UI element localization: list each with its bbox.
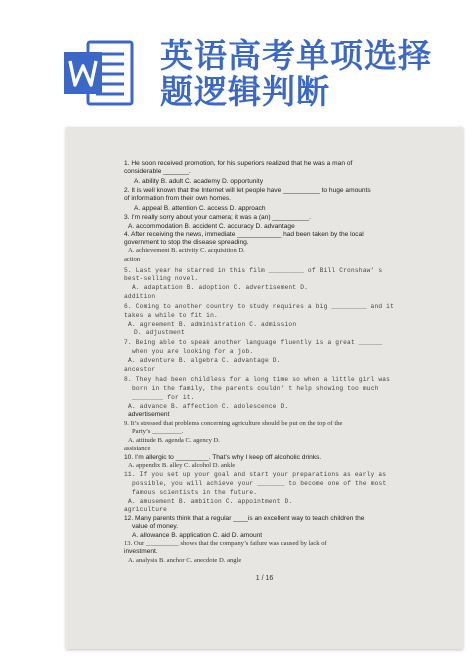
q11-options: A. amusement B. ambition C. appointment D. — [128, 498, 293, 505]
q7-line-1: 7. Being able to speak another language fluently is a great ______ — [124, 339, 383, 346]
q5-options: A. adaptation B. adoption C. advertisement D. — [132, 284, 309, 291]
q8-options-cont: advertisement — [128, 411, 170, 418]
q11-options-cont: agriculture — [124, 506, 168, 513]
q7-options-cont: ancestor — [124, 366, 156, 373]
q2-line-1: 2. It is well known that the Internet will let people have __________ to huge amounts — [124, 187, 371, 194]
q2-options: A. appeal B. attention C. access D. approach — [134, 205, 266, 212]
q4-line-1: 4. After receiving the news, immediate ____________ had been taken by the local — [124, 231, 364, 238]
q5-options-cont: addition — [124, 293, 156, 300]
page-number: 1 / 16 — [255, 575, 274, 582]
q11-line-2: possible, you will achieve your _______ to become one of the most — [132, 480, 387, 487]
q8-line-1: 8. They had been childless for a long time so when a little girl was — [124, 376, 391, 383]
q9-options-cont: assistance — [124, 445, 151, 452]
q11-line-1: 11. If you set up your goal and start your preparations as early as — [124, 471, 387, 478]
q6-line-1: 6. Coming to another country to study requires a big _________ and it — [124, 303, 395, 310]
q12-options: A. allowance B. application C. aid D. amount — [132, 532, 263, 539]
q5-line-2: best-selling novel. — [124, 275, 199, 282]
q9-line-1: 9. It’s stressed that problems concerning agriculture should be put on the top of the — [124, 420, 343, 427]
q12-line-2: value of money. — [132, 523, 179, 530]
page-title-line-2: 题逻辑判断 — [160, 72, 330, 111]
q5-line-1: 5. Last year he starred in this film _________ of Bill Cronshaw’ s — [124, 267, 383, 274]
q9-line-2: Party’s _________. — [132, 428, 184, 435]
q7-line-2: when you are looking for a job. — [132, 348, 254, 355]
q6-line-2: takes a while to fit in. — [124, 312, 218, 319]
q6-options: A. agreement B. administration C. admission — [128, 321, 297, 328]
q3-line-1: 3. I’m really sorry about your camera; it was a (an) __________. — [124, 214, 311, 221]
q7-options: A. adventure B. algebra C. advantage D. — [128, 357, 281, 364]
q10-line-1: 10. I’m allergic to _________. That’s why I keep off alcoholic drinks. — [124, 454, 322, 461]
q12-line-1: 12. Many parents think that a regular ____is an excellent way to teach children the — [124, 515, 365, 522]
q1-line-1: 1. He soon received promotion, for his superiors realized that he was a man of — [124, 160, 353, 167]
q6-options-cont: D. adjustment — [134, 329, 185, 336]
q1-options: A. ability B. adult C. academy D. opportunity — [134, 178, 264, 185]
q8-line-3: ________ for it. — [132, 394, 195, 401]
q11-line-3: famous scientists in the future. — [132, 489, 258, 496]
document-header — [0, 0, 474, 130]
q9-options: A. attitude B. agenda C. agency D. — [128, 437, 220, 444]
q10-options: A. appendix B. alley C. alcohol D. ankle — [128, 462, 236, 469]
q8-options: A. advance B. affection C. adolescence D. — [128, 403, 289, 410]
document-page — [66, 127, 463, 649]
page-title-line-1: 英语高考单项选择 — [160, 36, 432, 75]
q3-options: A. accommodation B. accident C. accuracy D. advantage — [128, 223, 295, 230]
q13-line-1: 13. Our __________ shows that the company’s failure was caused by lack of — [124, 540, 327, 547]
q8-line-2: born in the family, the parents couldn’ t help showing too much — [132, 385, 379, 392]
q4-options: A. achievement B. activity C. acquisition D. — [128, 247, 245, 254]
word-document-icon — [62, 38, 134, 108]
q4-line-2: government to stop the disease spreading. — [124, 239, 249, 246]
q13-options: A. analysis B. anchor C. anecdote D. angle — [128, 557, 242, 564]
q1-line-2: considerable _______. — [124, 168, 191, 175]
q4-options-cont: action — [124, 256, 141, 263]
q13-line-2: investment. — [124, 548, 158, 555]
q2-line-2: of information from their own homes. — [124, 195, 232, 202]
